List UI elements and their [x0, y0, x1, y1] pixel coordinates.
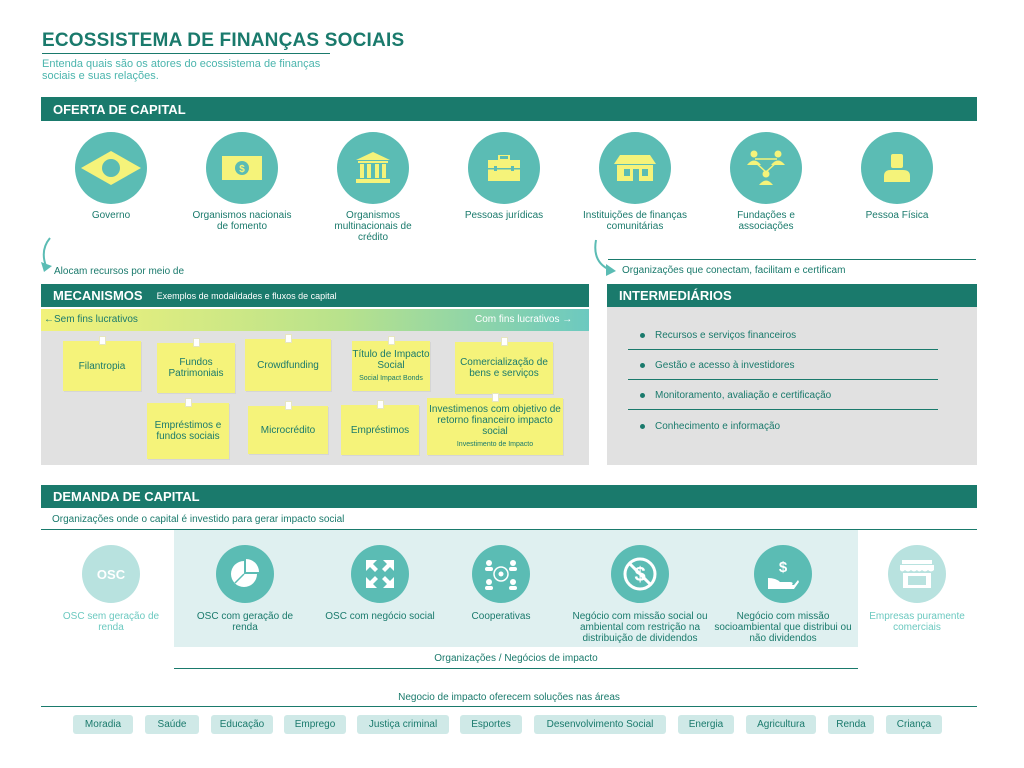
oferta-header: OFERTA DE CAPITAL	[53, 101, 186, 117]
osc-icon: OSC	[82, 545, 140, 603]
sticky-note: Título de Impacto Social Social Impact Bonds	[352, 341, 430, 391]
sticky-note: Crowdfunding	[245, 339, 331, 391]
area-tag: Criança	[886, 715, 942, 734]
intermediarios-item: Monitoramento, avaliação e certificação	[628, 380, 938, 410]
pin	[193, 338, 200, 347]
intermediarios-header-bar	[607, 284, 977, 307]
pin	[185, 398, 192, 407]
mecanismos-header-note: Exemplos de modalidades e fluxos de capital	[156, 290, 337, 301]
impact-line	[174, 668, 858, 669]
demand-osc-com-renda	[190, 545, 300, 633]
actor-organismos-nacionais	[187, 132, 297, 232]
demand-label: Negócio com missão social ou ambiental com restrição na distribuição de dividendos	[572, 611, 708, 644]
demand-empresas-comerciais	[868, 545, 966, 633]
oferta-right-line	[608, 259, 976, 260]
bullet-icon	[640, 424, 645, 429]
area-tag: Emprego	[284, 715, 346, 734]
actor-label: Organismos multinacionais de crédito	[334, 210, 412, 243]
area-tag: Esportes	[460, 715, 522, 734]
pin	[285, 401, 292, 410]
sticky-note: Investimenos com objetivo de retorno financeiro impacto social Investimento de Impacto	[427, 398, 563, 455]
arrow-left-icon: ←	[44, 314, 54, 325]
people-target-icon	[483, 558, 519, 590]
page-subtitle: Entenda quais são os atores do ecossistema de finanças sociais e suas relações.	[42, 58, 321, 82]
sticky-note: Filantropia	[63, 341, 141, 391]
intermediarios-item: Gestão e acesso à investidores	[628, 350, 938, 380]
actor-label: Pessoa Física	[865, 210, 929, 221]
actor-organismos-multinacionais	[318, 132, 428, 243]
actor-label: Fundações e associações	[737, 210, 795, 232]
svg-text:$: $	[778, 559, 788, 576]
circle	[599, 132, 671, 204]
circle	[730, 132, 802, 204]
area-tag: Desenvolvimento Social	[534, 715, 666, 734]
forprofit-label: Com fins lucrativos →	[475, 314, 573, 325]
impact-label: Organizações / Negócios de impacto	[434, 653, 598, 664]
circle	[888, 545, 946, 603]
demand-label: Negócio com missão socioambiental que distribui ou não dividendos	[714, 611, 852, 644]
nonprofit-label: ←Sem fins lucrativos	[44, 314, 138, 325]
intermediarios-item: Recursos e serviços financeiros	[628, 320, 938, 350]
demanda-note: Organizações onde o capital é investido para gerar impacto social	[52, 514, 345, 525]
oferta-right-note: Organizações que conectam, facilitam e certificam	[622, 265, 846, 276]
person-icon	[884, 154, 910, 182]
demanda-header: DEMANDA DE CAPITAL	[53, 489, 200, 504]
circle	[611, 545, 669, 603]
area-tag: Energia	[678, 715, 734, 734]
demand-negocio-restricao	[568, 545, 712, 644]
bullet-icon	[640, 363, 645, 368]
actor-instituicoes-comunitarias	[580, 132, 690, 232]
demand-label: OSC com geração de renda	[196, 611, 294, 633]
demand-label: OSC sem geração de renda	[62, 611, 160, 633]
sticky-note: Microcrédito	[248, 406, 328, 454]
circle	[861, 132, 933, 204]
actor-pessoas-juridicas	[449, 132, 559, 221]
circle	[351, 545, 409, 603]
arrows-converge-icon	[364, 558, 396, 590]
circle	[206, 132, 278, 204]
arrow-right-icon: →	[559, 314, 573, 325]
oferta-left-note: Alocam recursos por meio de	[54, 266, 185, 277]
areas-label: Negocio de impacto oferecem soluções nas áreas	[398, 692, 620, 703]
curved-arrow-right-icon	[590, 238, 618, 278]
circle	[216, 545, 274, 603]
banknote-icon	[222, 156, 262, 180]
demand-osc-negocio-social	[325, 545, 435, 622]
bullet-icon	[640, 333, 645, 338]
briefcase-icon	[488, 155, 520, 181]
sticky-note: Empréstimos	[341, 405, 419, 455]
title-underline	[42, 53, 330, 54]
dollar-restricted-icon	[622, 556, 658, 592]
storefront-icon	[900, 560, 934, 588]
pin	[285, 334, 292, 343]
circle	[468, 132, 540, 204]
pin	[377, 400, 384, 409]
brazil-flag-icon	[80, 150, 142, 186]
circle	[472, 545, 530, 603]
pin	[99, 336, 106, 345]
demand-cooperativas	[446, 545, 556, 622]
area-tag: Saúde	[145, 715, 199, 734]
pin	[492, 393, 499, 402]
pie-chart-icon	[229, 558, 261, 590]
area-tag: Agricultura	[746, 715, 816, 734]
demand-osc-sem-renda	[56, 545, 166, 633]
demand-label: OSC com negócio social	[325, 611, 435, 622]
actor-label: Instituições de finanças comunitárias	[583, 210, 687, 232]
actor-governo	[56, 132, 166, 221]
actor-fundacoes	[711, 132, 821, 232]
actor-label: Governo	[91, 210, 131, 221]
pin	[388, 336, 395, 345]
area-tag: Educação	[211, 715, 273, 734]
house-icon	[614, 155, 656, 181]
actor-label: Organismos nacionais de fomento	[192, 210, 292, 232]
svg-text:$: $	[239, 164, 245, 175]
sticky-note: Comercialização de bens e serviços	[455, 342, 553, 394]
demand-label: Cooperativas	[471, 611, 531, 622]
intermediarios-item: Conhecimento e informação	[628, 410, 938, 440]
areas-line	[41, 706, 977, 707]
demand-negocio-dividendos	[714, 545, 852, 644]
svg-text:$: $	[634, 564, 646, 586]
actor-label: Pessoas jurídicas	[464, 210, 544, 221]
pin	[501, 337, 508, 346]
oferta-header-bar	[41, 97, 977, 121]
demanda-header-bar	[41, 485, 977, 508]
bullet-icon	[640, 393, 645, 398]
page-title: ECOSSISTEMA DE FINANÇAS SOCIAIS	[42, 30, 405, 51]
demand-label: Empresas puramente comerciais	[869, 611, 965, 633]
area-tag: Justiça criminal	[357, 715, 449, 734]
circle	[75, 132, 147, 204]
area-tag: Moradia	[73, 715, 133, 734]
mecanismos-header-bar	[41, 284, 589, 307]
mecanismos-header: MECANISMOS	[53, 288, 143, 303]
sticky-note: Empréstimos e fundos sociais	[147, 403, 229, 459]
bank-building-icon	[356, 152, 390, 184]
actor-pessoa-fisica	[842, 132, 952, 221]
circle	[754, 545, 812, 603]
intermediarios-header: INTERMEDIÁRIOS	[619, 288, 732, 303]
area-tag: Renda	[828, 715, 874, 734]
people-network-icon	[745, 150, 787, 186]
dollar-hand-icon	[766, 558, 800, 590]
circle	[337, 132, 409, 204]
sticky-note: Fundos Patrimoniais	[157, 343, 235, 393]
